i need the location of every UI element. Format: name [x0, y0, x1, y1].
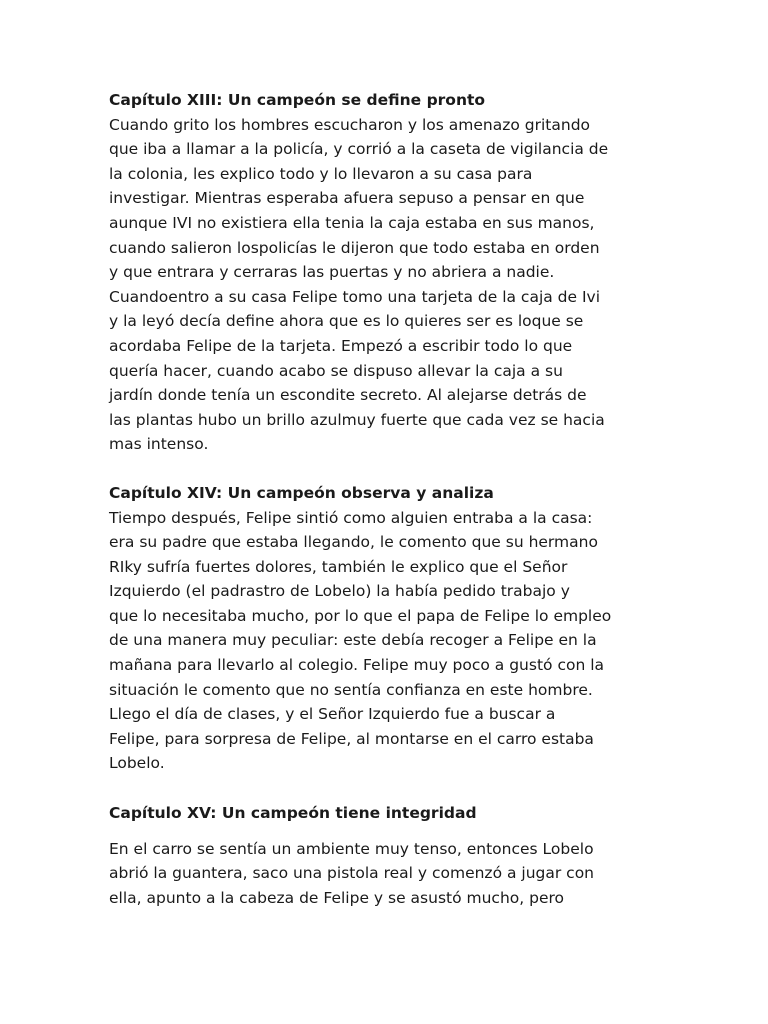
chapter-15-title: Capítulo XV: Un campeón tiene integridad	[109, 804, 477, 823]
chapter-13	[109, 88, 669, 457]
text-line: RIky sufría fuertes dolores, también le explico que el Señor	[109, 557, 568, 576]
text-line: jardín donde tenía un escondite secreto. Al alejarse detrás de	[109, 386, 587, 405]
text-line: Cuando grito los hombres escucharon y los amenazo gritando	[109, 115, 591, 134]
text-line: aunque IVI no existiera ella tenia la caja estaba en sus manos,	[109, 213, 595, 232]
text-line: Cuandoentro a su casa Felipe tomo una tarjeta de la caja de Ivi	[109, 287, 601, 306]
document-page	[109, 88, 669, 910]
text-line: situación le comento que no sentía confianza en este hombre.	[109, 680, 593, 699]
text-line: las plantas hubo un brillo azulmuy fuerte que cada vez se hacia	[109, 410, 605, 429]
paragraph-spacer	[109, 457, 669, 481]
chapter-15	[109, 801, 669, 910]
text-line: Tiempo después, Felipe sintió como alguien entraba a la casa:	[109, 508, 593, 527]
text-line: investigar. Mientras esperaba afuera sepuso a pensar en que	[109, 189, 585, 208]
text-line: quería hacer, cuando acabo se dispuso allevar la caja a su	[109, 361, 563, 380]
chapter-14-title: Capítulo XIV: Un campeón observa y analiza	[109, 483, 494, 502]
text-line: la colonia, les explico todo y lo llevaron a su casa para	[109, 164, 533, 183]
text-line: y que entrara y cerraras las puertas y no abriera a nadie.	[109, 263, 555, 282]
text-line: que iba a llamar a la policía, y corrió a la caseta de vigilancia de	[109, 140, 609, 159]
text-line: acordaba Felipe de la tarjeta. Empezó a escribir todo lo que	[109, 336, 573, 355]
title-spacer	[109, 826, 669, 837]
text-line: de una manera muy peculiar: este debía recoger a Felipe en la	[109, 631, 597, 650]
text-line: abrió la guantera, saco una pistola real y comenzó a jugar con	[109, 864, 595, 883]
text-line: que lo necesitaba mucho, por lo que el papa de Felipe lo empleo	[109, 606, 612, 625]
text-line: Lobelo.	[109, 754, 165, 773]
chapter-13-body	[109, 113, 669, 457]
text-line: y la leyó decía define ahora que es lo quieres ser es loque se	[109, 312, 584, 331]
text-line: En el carro se sentía un ambiente muy tenso, entonces Lobelo	[109, 839, 594, 858]
chapter-13-title: Capítulo XIII: Un campeón se define pronto	[109, 91, 486, 109]
paragraph-spacer	[109, 776, 669, 801]
text-line: mas intenso.	[109, 435, 209, 454]
text-line: Llego el día de clases, y el Señor Izquierdo fue a buscar a	[109, 705, 556, 724]
chapter-14	[109, 481, 669, 776]
text-line: Izquierdo (el padrastro de Lobelo) la había pedido trabajo y	[109, 582, 570, 601]
text-line: Felipe, para sorpresa de Felipe, al montarse en el carro estaba	[109, 729, 594, 748]
text-line: ella, apunto a la cabeza de Felipe y se asustó mucho, pero	[109, 888, 565, 907]
chapter-14-body	[109, 506, 669, 777]
chapter-15-body	[109, 837, 669, 911]
text-line: mañana para llevarlo al colegio. Felipe muy poco a gustó con la	[109, 656, 605, 675]
text-line: era su padre que estaba llegando, le comento que su hermano	[109, 533, 598, 552]
text-line: cuando salieron lospolicías le dijeron que todo estaba en orden	[109, 238, 600, 257]
